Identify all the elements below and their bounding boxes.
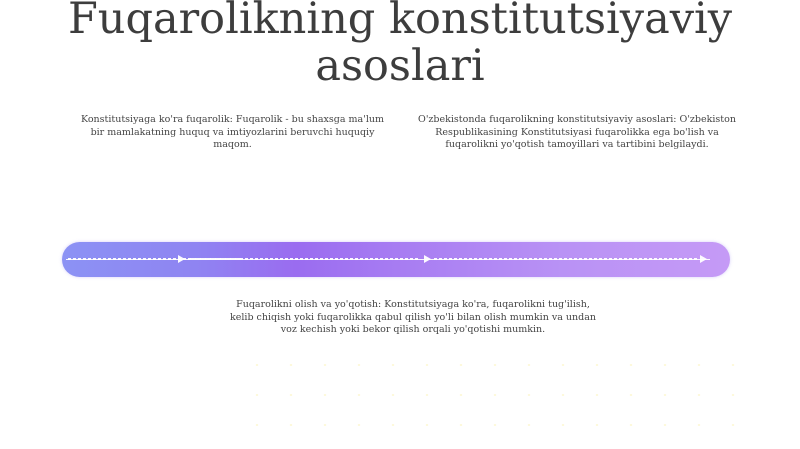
section-text-acquisition-loss: Fuqarolikni olish va yo'qotish: Konstitutsiyaga ko'ra, fuqarolikni tug'ilish, kelib chiqish yoki fuqarolikka qabul qilish yo'li bilan olish mumkin va undan voz kechish yoki bekor qilish orqali yo'qotishi mumkin. [230,299,596,335]
timeline-dash-segment [434,258,699,260]
decorative-dot-pattern [240,350,760,445]
section-text-citizenship-definition: Konstitutsiyaga ko'ra fuqarolik: Fuqarolik - bu shaxsga ma'lum bir mamlakatning huquq va imtiyozlarini beruvchi huquqiy maqom. [80,114,384,150]
arrow-right-icon [178,255,185,263]
timeline-dash-segment [190,258,420,260]
timeline-bar [62,242,730,277]
page-title: Fuqarolikning konstitutsiyaviy asoslari [67,0,733,91]
section-text-constitutional-basis: O'zbekistonda fuqarolikning konstitutsiyaviy asoslari: O'zbekiston Respublikasining Konstitutsiyasi fuqarolikka ega bo'lish va fuqarolikni yo'qotish tamoyillari va tartibini belgilaydi. [418,114,736,150]
arrow-right-icon [700,255,707,263]
arrow-right-icon [424,255,431,263]
